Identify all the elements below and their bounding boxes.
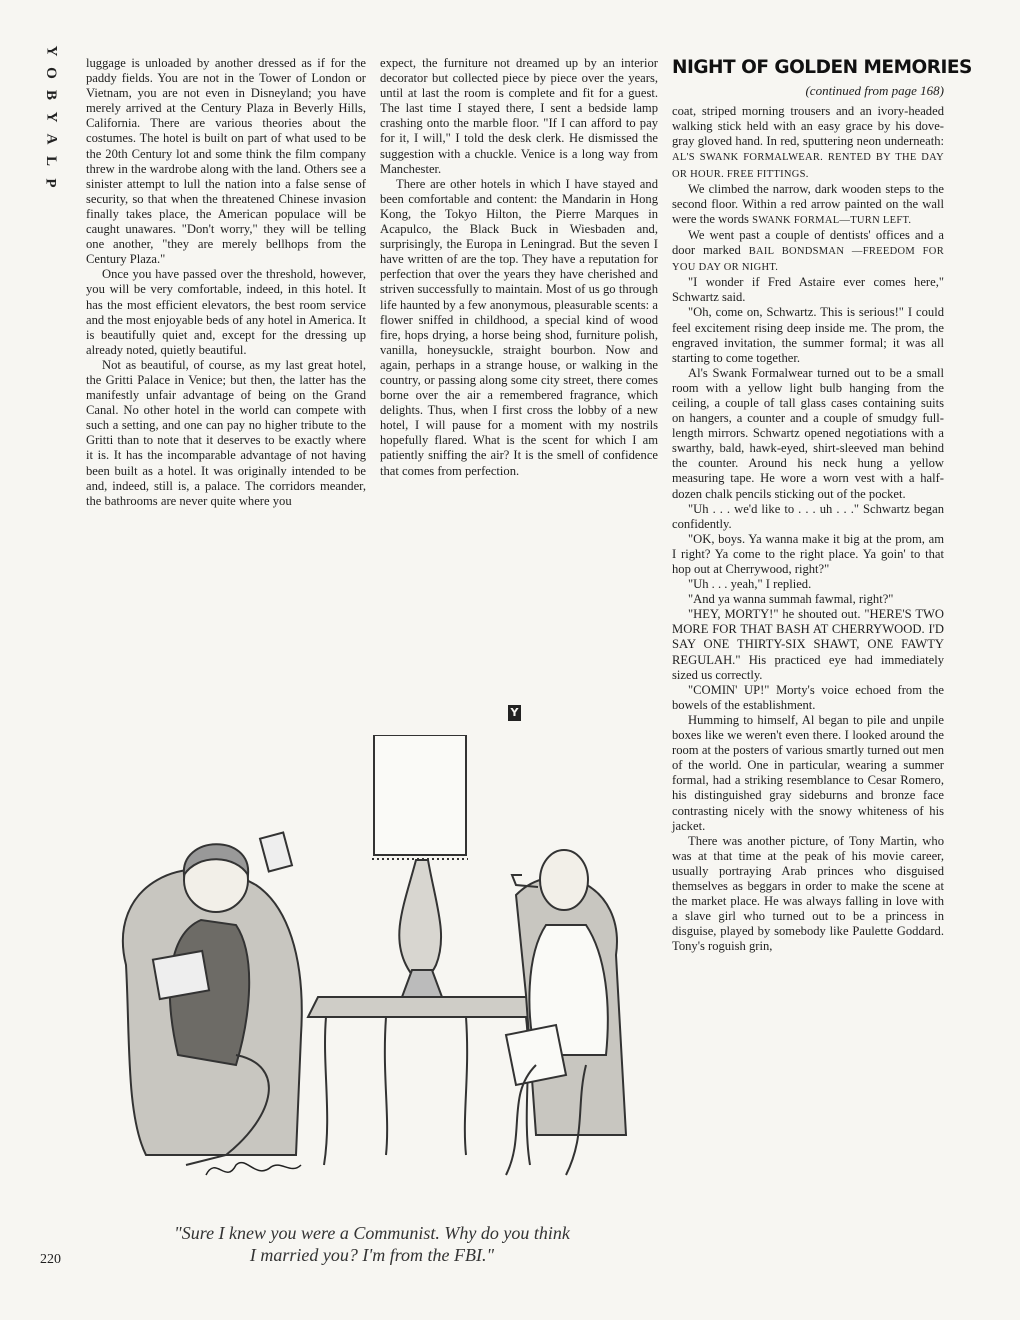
paragraph-text: coat, striped morning trousers and an ivory-headed walking stick held with an easy grace by his dove-gray gloved hand. In red, sputtering neon underneath: (672, 104, 944, 149)
title-letter: L (42, 155, 59, 167)
title-letter: O (42, 67, 59, 79)
magazine-title-vertical (38, 40, 64, 194)
newspaper (506, 1025, 566, 1085)
paragraph: "Uh . . . we'd like to . . . uh . . ." Schwartz began confidently. (672, 501, 944, 531)
continued-from-note: (continued from page 168) (805, 83, 944, 99)
paragraph: There are other hotels in which I have stayed and been comfortable and content: the Mandarin in Hong Kong, the Tokyo Hilton, the Pierre Marques in Acapulco, the Black Buck in Wiesbaden and, surprisingly, the Europa in Leningrad. But the seven I have written of are the top. They have a reputation for perfection that over the years they have cherished and striven successfully to maintain. Most of us go through life haunted by a few anonymous, pleasurable scents: a flower sniffed in childhood, a special kind of wood fire, hops drying, a horse being shod, furniture polish, vanilla, honeysuckle, straight bourbon. Now and again, perhaps in a strange house, or walking in the country, or passing along some city street, there comes borne over the air a remembered fragrance, which delights. Thus, when I first cross the lobby of a new hotel, I will pause for a moment with my nostrils hopefully flared. What is the scent for which I am patiently sniffing the air? It is the smell of confidence that comes from perfection. (380, 176, 658, 478)
paragraph (672, 182, 944, 228)
neon-sign-text: AL'S SWANK FORMALWEAR. RENTED BY THE DAY OR HOUR. FREE FITTINGS. (672, 152, 944, 180)
door-sign-text: BAIL BONDSMAN —FREEDOM FOR YOU DAY OR NIGHT. (672, 246, 944, 274)
caption-line: "Sure I knew you were a Communist. Why do you think (174, 1223, 570, 1243)
man-head (540, 850, 588, 910)
paragraph-text: We climbed the narrow, dark wooden steps to the second floor. Within a red arrow painted on the wall were the words (672, 181, 944, 226)
paragraph: "HEY, MORTY!" he shouted out. "HERE'S TWO MORE FOR THAT BASH AT CHERRYWOOD. I'D SAY ONE THIRTY-SIX SHAWT, ONE FAWTY REGULAH." His practiced eye had immediately sized us correctly. (672, 607, 944, 682)
title-letter: Y (43, 111, 59, 123)
end-of-article-mark: Y (508, 705, 521, 721)
title-letter: A (43, 133, 59, 145)
paragraph: Once you have passed over the threshold, however, you will be very comfortable, indeed, in this hotel. It has the most efficient elevators, the best room service and the most enjoyable beds of any hotel in America. It is beautifully quiet and, except for the dressing up already noted, quietly beautiful. (86, 267, 366, 357)
paragraph: luggage is unloaded by another dressed as if for the paddy fields. You are not in the Tower of London or Vietnam, you are not even in Disneyland; you have merely arrived at the Century Plaza in Beverly Hills, California. There are various theories about the costumes. The hotel is built on part of what used to be the 20th Century lot and some think the film company threw in the wardrobe along with the land. Others see a sinister attempt to lull the nation into a false sense of security, so that when the threatened Chinese invasion finally takes place, the American populace will be caught unawares. "Don't worry," they will be telling one another, "they are merely bellhops from the Century Plaza." (86, 56, 366, 267)
paragraph: There was another picture, of Tony Martin, who was at that time at the peak of his movie career, usually portraying Arab princes who disguised themselves as beggars in order to make the scene at the market place. He was always falling in love with a slave girl who turned out to be a princess in disguise, played by somebody like Paulette Goddard. Tony's roguish grin, (672, 833, 944, 954)
book (153, 951, 209, 999)
lamp-stand (402, 970, 442, 997)
id-card (260, 832, 292, 871)
cartoon-illustration (86, 735, 658, 1205)
paragraph: "Uh . . . yeah," I replied. (688, 577, 812, 592)
title-letter: B (42, 89, 59, 101)
paragraph: "Oh, come on, Schwartz. This is serious!" I could feel excitement rising deep inside me. The prom, the engraved invitation, the summer formal; it was all starting to come together. (672, 305, 944, 365)
paragraph: "And ya wanna summah fawmal, right?" (688, 592, 894, 607)
caption-line: I married you? I'm from the FBI." (249, 1245, 495, 1265)
lamp-shade (374, 735, 466, 855)
paragraph: expect, the furniture not dreamed up by an interior decorator but collected piece by piece over the years, until at last the room is complete and fit for a guest. The last time I stayed there, I sent a bedside lamp crashing onto the marble floor. "If I can afford to pay for it, I will," I told the desk clerk. He dismissed the suggestion with a chuckle. Venice is a long way from Manchester. (380, 56, 658, 176)
paragraph (672, 104, 944, 181)
artist-signature (206, 1163, 301, 1175)
side-table (308, 997, 544, 1017)
paragraph-text: We went past a couple of dentists' offices and a door marked (672, 227, 944, 258)
article-column-3 (672, 57, 972, 954)
cartoon-caption (86, 1222, 658, 1266)
paragraph: "I wonder if Fred Astaire ever comes here," Schwartz said. (672, 275, 944, 305)
title-letter: Y (43, 45, 59, 57)
paragraph: Al's Swank Formalwear turned out to be a small room with a yellow light bulb hanging from the ceiling, a couple of tall glass cases containing suits on hangers, a counter and a couple of smudgy full-length mirrors. Schwartz opened negotiations with a swarthy, bald, hawk-eyed, shirt-sleeved man behind the counter. Around his neck hung a yellow measuring tape. He wore a worn vest with a half-dozen chalk pencils sticking out of the pocket. (672, 365, 944, 501)
paragraph: Not as beautiful, of course, as my last great hotel, the Gritti Palace in Venice; but then, the latter has the manifestly unfair advantage of being on the Grand Canal. No other hotel in the world can compete with such a setting, and one can pay no higher tribute to the Gritti than to note that it deserves to be exactly where it is. It has the incomparable advantage of not having been built as a hotel. It was originally intended to be and, indeed, still is, a palace. The corridors meander, the bathrooms are never quite where you (86, 357, 366, 508)
title-letter: P (42, 178, 59, 188)
article-column-2 (380, 56, 658, 479)
table-leg (324, 1017, 327, 1165)
paragraph: "COMIN' UP!" Morty's voice echoed from the bowels of the establishment. (672, 682, 944, 712)
paragraph: Humming to himself, Al began to pile and unpile boxes like we weren't even there. I looked around the room at the posters of various smartly turned out men of the world. One in particular, wearing a summer formal, had a striking resemblance to Cesar Romero, his distinguished gray sideburns and bronze face contrasting nicely with the snowy whiteness of his jacket. (672, 712, 944, 833)
table-leg (385, 1017, 387, 1155)
wall-sign-text: SWANK FORMAL—TURN LEFT. (752, 214, 912, 226)
continued-story-headline: NIGHT OF GOLDEN MEMORIES (672, 57, 972, 78)
page-number: 220 (40, 1252, 61, 1267)
article-column-1 (86, 56, 366, 509)
table-leg (465, 1017, 467, 1155)
paragraph (672, 228, 944, 275)
lamp-base (399, 860, 441, 980)
paragraph: "OK, boys. Ya wanna make it big at the prom, am I right? Ya come to the right place. Ya goin' to that hop out at Cherrywood, right?" (672, 531, 944, 576)
